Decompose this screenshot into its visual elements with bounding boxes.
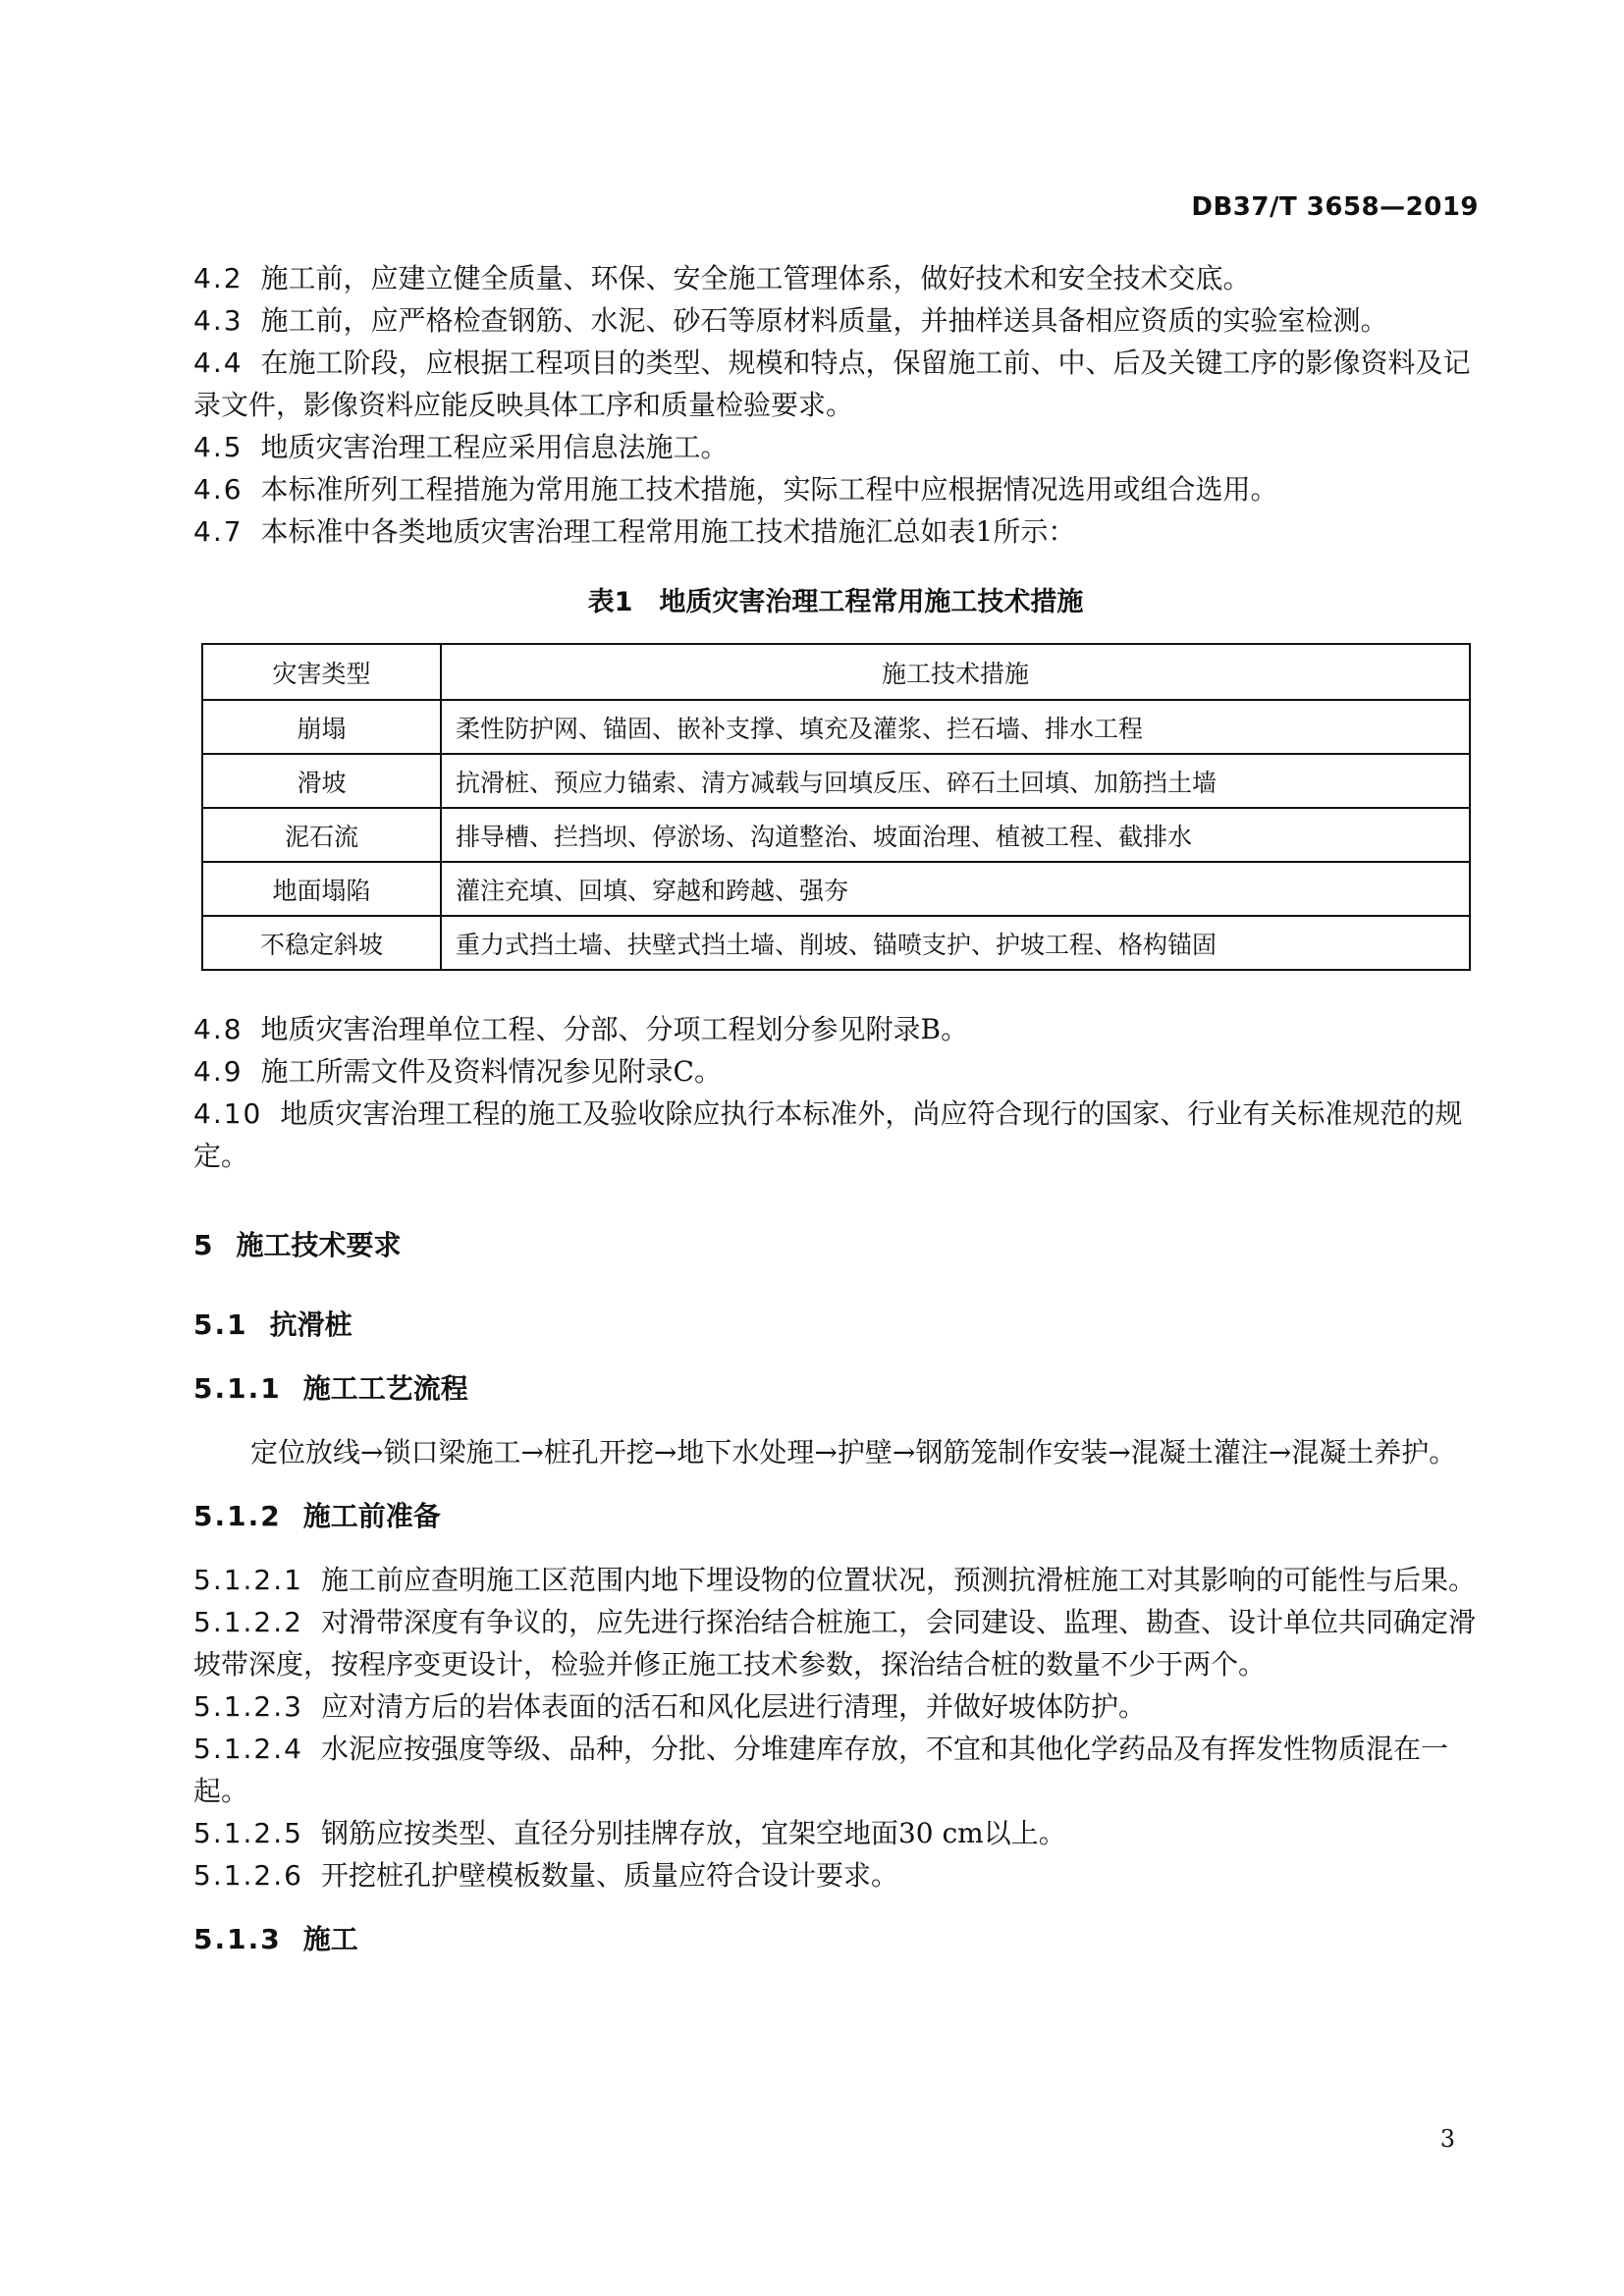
section-5-1-3-heading xyxy=(193,1918,1478,1960)
clause-number: 4.4 xyxy=(193,347,244,379)
table-row xyxy=(202,700,1470,754)
clause-text: 对滑带深度有争议的，应先进行探治结合桩施工，会同建设、监理、勘查、设计单位共同确定滑坡带深度，按程序变更设计，检验并修正施工技术参数，探治结合桩的数量不少于两个。 xyxy=(193,1606,1476,1681)
section-title: 施工工艺流程 xyxy=(302,1372,468,1405)
clause-5-1-2-4 xyxy=(193,1728,1478,1812)
clause-text: 施工前，应建立健全质量、环保、安全施工管理体系，做好技术和安全技术交底。 xyxy=(260,262,1251,294)
hazard-type-cell: 泥石流 xyxy=(202,808,441,862)
clause-5-1-2-3 xyxy=(193,1685,1478,1728)
clause-4-2 xyxy=(193,257,1478,299)
clause-5-1-2-2 xyxy=(193,1601,1478,1685)
hazard-type-cell: 滑坡 xyxy=(202,754,441,808)
clause-number: 4.10 xyxy=(193,1097,263,1130)
header-measures: 施工技术措施 xyxy=(441,644,1470,700)
hazard-type-cell: 不稳定斜坡 xyxy=(202,916,441,970)
clause-4-3 xyxy=(193,299,1478,342)
clause-number: 5.1.2.5 xyxy=(193,1817,303,1849)
section-title: 施工 xyxy=(302,1923,358,1955)
measures-cell: 柔性防护网、锚固、嵌补支撑、填充及灌浆、拦石墙、排水工程 xyxy=(441,700,1470,754)
spacer xyxy=(193,971,1478,1008)
clause-4-9 xyxy=(193,1050,1478,1093)
section-title: 抗滑桩 xyxy=(269,1308,352,1341)
table-header-row xyxy=(202,644,1470,700)
measures-cell: 重力式挡土墙、扶壁式挡土墙、削坡、锚喷支护、护坡工程、格构锚固 xyxy=(441,916,1470,970)
clause-number: 4.5 xyxy=(193,431,244,463)
clause-text: 施工前，应严格检查钢筋、水泥、砂石等原材料质量，并抽样送具备相应资质的实验室检测。 xyxy=(260,304,1388,337)
clause-text: 钢筋应按类型、直径分别挂牌存放，宜架空地面30 cm以上。 xyxy=(320,1817,1066,1849)
hazard-type-cell: 地面塌陷 xyxy=(202,862,441,916)
clause-4-4 xyxy=(193,342,1478,426)
clause-number: 5.1.2.6 xyxy=(193,1859,303,1892)
clause-number: 5.1.2.2 xyxy=(193,1606,303,1638)
section-number: 5.1.1 xyxy=(193,1372,282,1405)
table-row xyxy=(202,916,1470,970)
hazard-type-cell: 崩塌 xyxy=(202,700,441,754)
clause-5-1-2-5 xyxy=(193,1812,1478,1854)
document-code: DB37/T 3658—2019 xyxy=(1191,192,1479,222)
section-number: 5 xyxy=(193,1229,215,1261)
measures-table xyxy=(201,643,1471,971)
clause-4-5 xyxy=(193,426,1478,468)
clause-number: 5.1.2.4 xyxy=(193,1733,303,1765)
section-number: 5.1.3 xyxy=(193,1923,282,1955)
clause-4-7 xyxy=(193,510,1478,553)
clause-number: 4.9 xyxy=(193,1055,244,1088)
measures-cell: 灌注充填、回填、穿越和跨越、强夯 xyxy=(441,862,1470,916)
clause-number: 4.3 xyxy=(193,304,244,337)
section-5-heading xyxy=(193,1224,1478,1266)
section-5-1-1-heading xyxy=(193,1367,1478,1410)
page-number: 3 xyxy=(1439,2125,1455,2153)
clause-text: 应对清方后的岩体表面的活石和风化层进行清理，并做好坡体防护。 xyxy=(320,1690,1146,1723)
table-row xyxy=(202,754,1470,808)
clause-text: 地质灾害治理工程的施工及验收除应执行本标准外，尚应符合现行的国家、行业有关标准规范的规定。 xyxy=(193,1097,1463,1172)
clause-number: 5.1.2.1 xyxy=(193,1564,303,1596)
clause-text: 地质灾害治理工程应采用信息法施工。 xyxy=(260,431,729,463)
section-title: 施工技术要求 xyxy=(236,1229,402,1261)
preparation-list xyxy=(193,1559,1478,1896)
clause-4-6 xyxy=(193,468,1478,510)
table-row xyxy=(202,808,1470,862)
measures-cell: 排导槽、拦挡坝、停淤场、沟道整治、坡面治理、植被工程、截排水 xyxy=(441,808,1470,862)
clause-text: 施工所需文件及资料情况参见附录C。 xyxy=(260,1055,722,1088)
clause-5-1-2-1 xyxy=(193,1559,1478,1601)
table-caption: 表1 地质灾害治理工程常用施工技术措施 xyxy=(587,587,1084,617)
clause-4-8 xyxy=(193,1008,1478,1050)
section-number: 5.1 xyxy=(193,1308,248,1341)
table-row xyxy=(202,862,1470,916)
clause-text: 地质灾害治理单位工程、分部、分项工程划分参见附录B。 xyxy=(260,1013,969,1045)
clause-4-10 xyxy=(193,1093,1478,1177)
header-hazard-type: 灾害类型 xyxy=(202,644,441,700)
clause-number: 4.6 xyxy=(193,473,244,506)
clause-text: 水泥应按强度等级、品种，分批、分堆建库存放，不宜和其他化学药品及有挥发性物质混在一起。 xyxy=(193,1733,1448,1807)
clause-text: 开挖桩孔护壁模板数量、质量应符合设计要求。 xyxy=(320,1859,898,1892)
clause-number: 4.8 xyxy=(193,1013,244,1045)
clause-text: 施工前应查明施工区范围内地下埋设物的位置状况，预测抗滑桩施工对其影响的可能性与后果。 xyxy=(320,1564,1476,1596)
section-5-1-heading xyxy=(193,1304,1478,1346)
section-5-1-2-heading xyxy=(193,1495,1478,1537)
clause-number: 5.1.2.3 xyxy=(193,1690,303,1723)
page-content xyxy=(193,257,1478,1960)
section-title: 施工前准备 xyxy=(302,1500,441,1532)
measures-cell: 抗滑桩、预应力锚索、清方减载与回填反压、碎石土回填、加筋挡土墙 xyxy=(441,754,1470,808)
clause-text: 本标准所列工程措施为常用施工技术措施，实际工程中应根据情况选用或组合选用。 xyxy=(260,473,1278,506)
clause-number: 4.2 xyxy=(193,262,244,294)
clause-text: 本标准中各类地质灾害治理工程常用施工技术措施汇总如表1所示： xyxy=(260,515,1076,548)
clause-number: 4.7 xyxy=(193,515,244,548)
section-number: 5.1.2 xyxy=(193,1500,282,1532)
process-flow-text: 定位放线→锁口梁施工→桩孔开挖→地下水处理→护壁→钢筋笼制作安装→混凝土灌注→混凝土养护。 xyxy=(250,1436,1457,1468)
clause-text: 在施工阶段，应根据工程项目的类型、规模和特点，保留施工前、中、后及关键工序的影像资料及记录文件，影像资料应能反映具体工序和质量检验要求。 xyxy=(193,347,1471,421)
clause-5-1-2-6 xyxy=(193,1854,1478,1896)
